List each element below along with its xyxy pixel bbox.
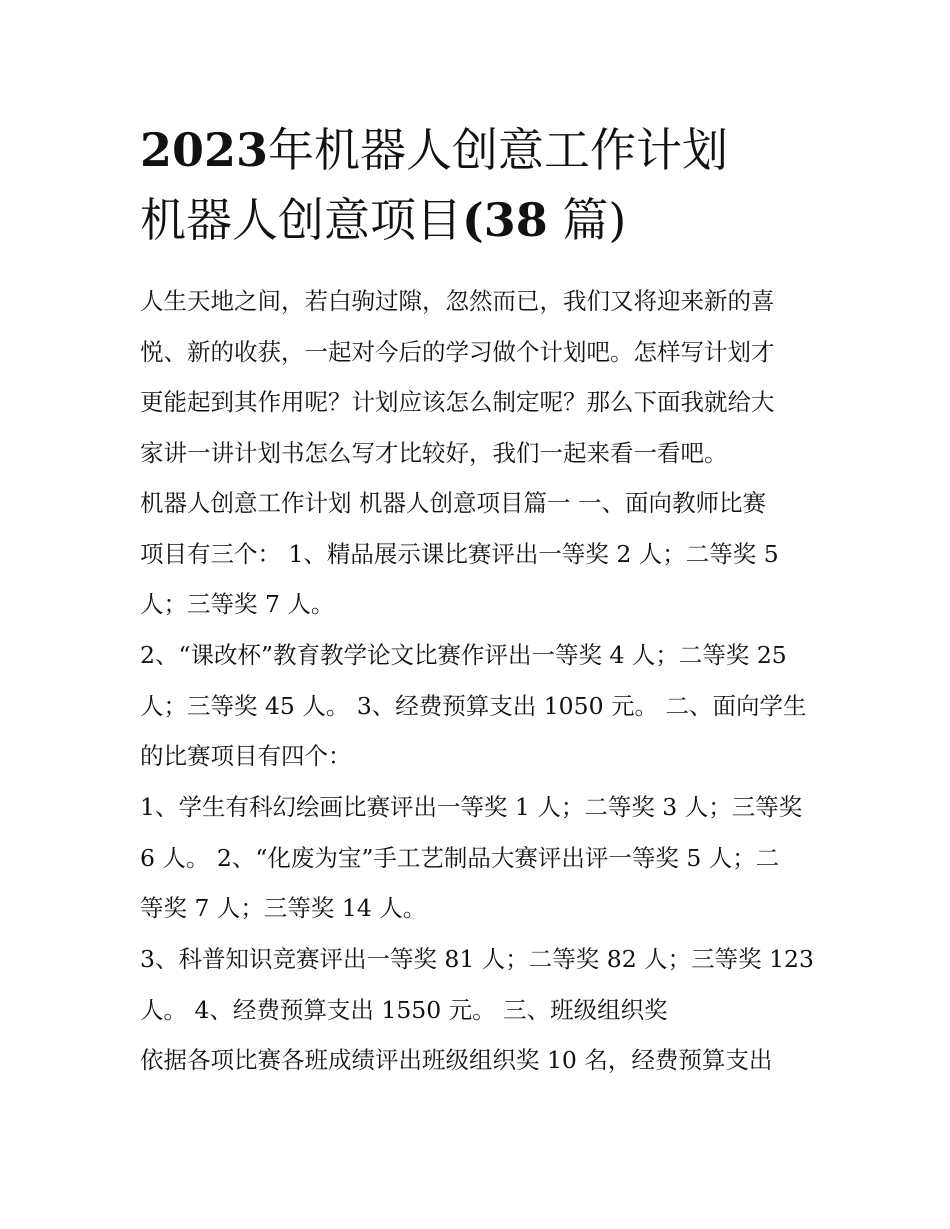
page-title — [140, 118, 840, 252]
text-line: 人。 4、经费预算支出 1550 元。 三、班级组织奖 — [140, 995, 668, 1024]
text-line: 的比赛项目有四个： — [140, 742, 352, 770]
text-line: 机器人创意工作计划 机器人创意项目篇一 一、面向教师比赛 — [140, 489, 766, 517]
paragraph-class-award — [140, 1035, 820, 1086]
title-count: (38 — [462, 193, 548, 247]
text-line: 项目有三个： 1、精品展示课比赛评出一等奖 2 人；二等奖 5 — [140, 539, 779, 568]
title-year: 2023 — [140, 123, 269, 177]
title-line-1 — [140, 118, 840, 182]
text-line: 3、科普知识竞赛评出一等奖 81 人；二等奖 82 人；三等奖 123 — [140, 945, 814, 973]
paragraph-teacher-contest — [140, 478, 820, 630]
text-line: 2、“课改杯”教育教学论文比赛作评出一等奖 4 人；二等奖 25 — [140, 641, 787, 669]
text-line: 依据各项比赛各班成绩评出班级组织奖 10 名，经费预算支出 — [140, 1046, 773, 1074]
title-text-3: 篇) — [562, 193, 627, 247]
title-text-2: 机器人创意项目 — [140, 193, 462, 247]
paragraph-essay-contest — [140, 630, 820, 782]
text-line: 家讲一讲计划书怎么写才比较好，我们一起来看一看吧。 — [140, 438, 728, 467]
title-text-1: 年机器人创意工作计划 — [268, 123, 729, 177]
paragraph-science-contest — [140, 934, 820, 1035]
title-line-2 — [140, 188, 840, 252]
text-line: 更能起到其作用呢？计划应该怎么制定呢？那么下面我就给大 — [140, 388, 775, 416]
text-line: 人；三等奖 45 人。 3、经费预算支出 1050 元。 二、面向学生 — [140, 691, 807, 720]
text-line: 人；三等奖 7 人。 — [140, 590, 335, 618]
paragraph-intro — [140, 276, 820, 478]
text-line: 等奖 7 人；三等奖 14 人。 — [140, 894, 427, 922]
text-line: 1、学生有科幻绘画比赛评出一等奖 1 人；二等奖 3 人；三等奖 — [140, 793, 803, 821]
text-line: 悦、新的收获，一起对今后的学习做个计划吧。怎样写计划才 — [140, 337, 775, 366]
text-line: 6 人。 2、“化废为宝”手工艺制品大赛评出评一等奖 5 人；二 — [140, 843, 780, 872]
text-line: 人生天地之间，若白驹过隙，忽然而已，我们又将迎来新的喜 — [140, 287, 775, 315]
paragraph-student-contest — [140, 782, 820, 934]
